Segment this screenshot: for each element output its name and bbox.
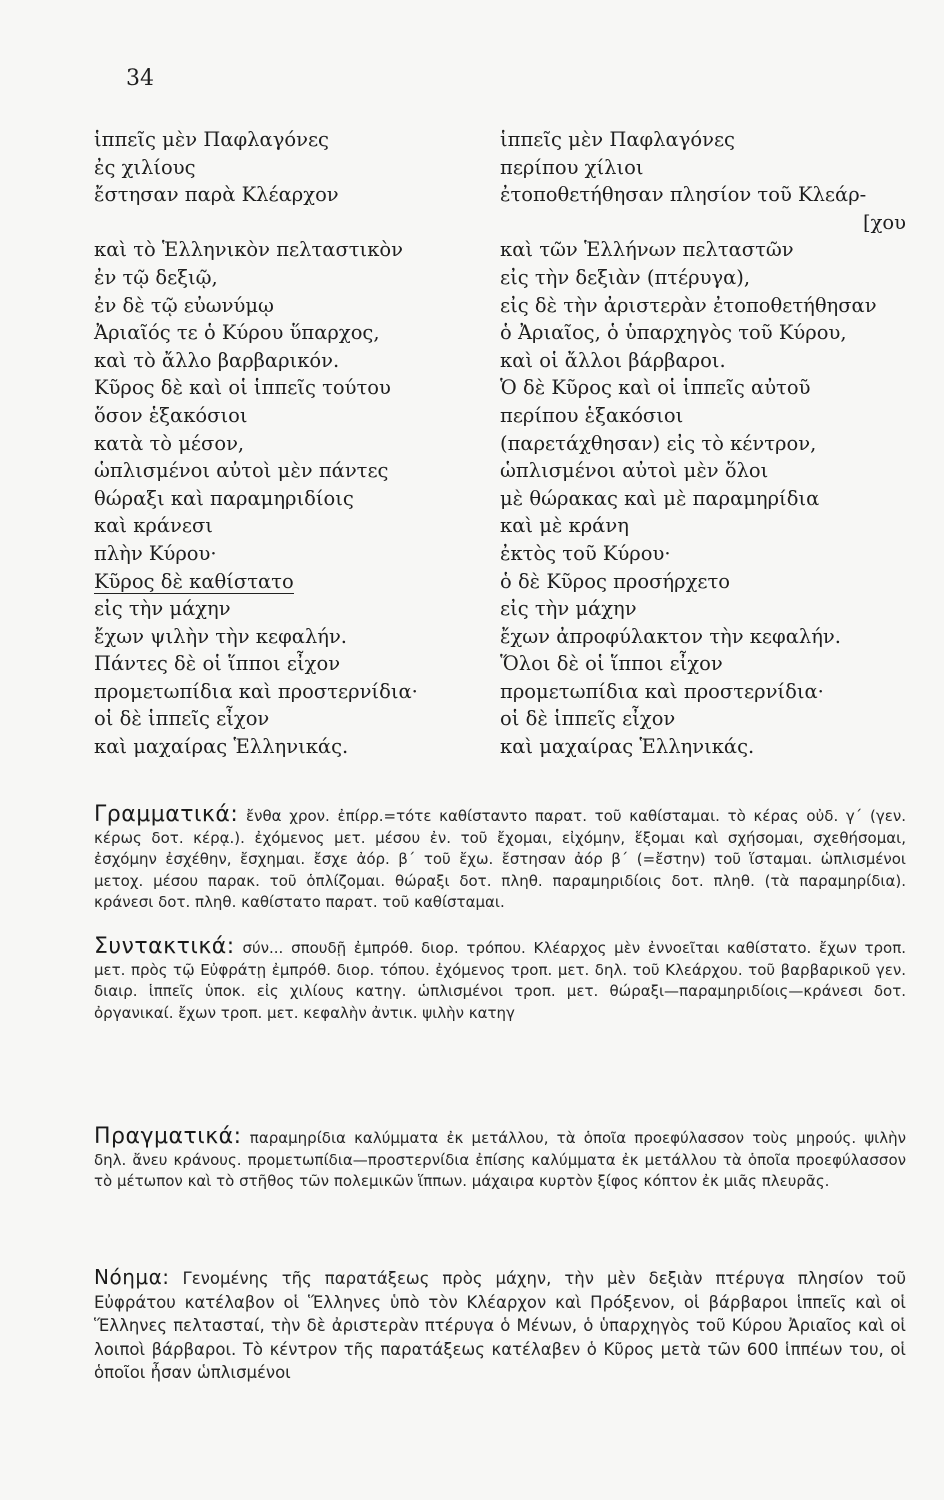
text-line: ἐκτὸς τοῦ Κύρου· xyxy=(500,541,671,565)
page-number: 34 xyxy=(126,66,154,91)
text-line: πλὴν Κύρου· xyxy=(94,541,217,565)
meaning-heading: Νόημα: xyxy=(94,1265,170,1289)
text-line: εἰς δὲ τὴν ἀριστερὰν ἐτοποθετήθησαν xyxy=(500,293,877,317)
text-line: Ὅλοι δὲ οἱ ἵπποι εἶχον xyxy=(500,652,723,676)
text-line: περίπου χίλιοι xyxy=(500,155,644,179)
text-line: εἰς τὴν δεξιὰν (πτέρυγα), xyxy=(500,265,751,289)
ancient-text-column xyxy=(94,126,418,761)
text-line: Ὁ δὲ Κῦρος καὶ οἱ ἱππεῖς αὐτοῦ xyxy=(500,376,811,400)
text-line: μὲ θώρακας καὶ μὲ παραμηρίδια xyxy=(500,486,820,510)
meaning-text: Γενομένης τῆς παρατάξεως πρὸς μάχην, τὴν μὲν δεξιὰν πτέρυγα πλησίον τοῦ Εὐφράτου κατέλαβον οἱ Ἕλληνες ὑπὸ τὸν Κλέαρχον καὶ Πρόξενον, οἱ βάρβαροι ἱππεῖς καὶ οἱ Ἕλληνες πελτασταί, τὴν δὲ ἀριστερὰν πτέρυγα ὁ Μένων, ὁ ὑπαρχηγὸς τοῦ Κύρου Ἀριαῖος καὶ οἱ λοιποὶ βάρβαροι. Τὸ κέντρον τῆς παρατάξεως κατέλαβεν ὁ Κῦρος μετὰ τῶν 600 ἱππέων του, οἱ ὁποῖοι ἦσαν ὡπλισμένοι xyxy=(94,1269,906,1382)
text-line: καὶ κράνεσι xyxy=(94,514,213,538)
grammar-notes xyxy=(94,804,906,914)
grammar-text: ἔνθα χρον. ἐπίρρ.=τότε καθίσταντο παρατ. τοῦ καθίσταμαι. τὸ κέρας οὐδ. γ΄ (γεν. κέρως δοτ. κέρᾳ.). ἐχόμενος μετ. μέσου ἐν. τοῦ ἔχομαι, εἰχόμην, ἕξομαι καὶ σχήσομαι, σχεθήσομαι, ἐσχόμην ἐσχέθην, ἔσχημαι. ἔσχε ἀόρ. β΄ τοῦ ἔχω. ἔστησαν ἀόρ β΄ (=ἔστην) τοῦ ἵσταμαι. ὡπλισμένοι μετοχ. μέσου παρακ. τοῦ ὁπλίζομαι. θώραξι δοτ. πληθ. παραμηριδίοις δοτ. πληθ. (τὰ παραμηρίδια). κράνεσι δοτ. πληθ. καθίστατο παρατ. τοῦ καθίσταμαι. xyxy=(94,807,906,911)
text-line: οἱ δὲ ἱππεῖς εἶχον xyxy=(94,707,270,731)
realia-text: παραμηρίδια καλύμματα ἐκ μετάλλου, τὰ ὁποῖα προεφύλασσον τοὺς μηρούς. ψιλὴν δηλ. ἄνευ κράνους. προμετωπίδια—προστερνίδια ἐπίσης καλύμματα ἐκ μετάλλου τὰ ὁποῖα προεφύλασσον τὸ μέτωπον καὶ τὸ στῆθος τῶν πολεμικῶν ἵππων. μάχαιρα κυρτὸν ξίφος κόπτον ἐκ μιᾶς πλευρᾶς. xyxy=(94,1129,906,1190)
text-line: προμετωπίδια καὶ προστερνίδια· xyxy=(500,679,824,703)
realia-heading: Πραγματικά: xyxy=(94,1124,242,1149)
text-line: ὡπλισμένοι αὐτοὶ μὲν ὅλοι xyxy=(500,459,769,483)
text-line: θώραξι καὶ παραμηριδίοις xyxy=(94,486,354,510)
text-line: καὶ οἱ ἄλλοι βάρβαροι. xyxy=(500,348,726,372)
text-line: καὶ μαχαίρας Ἑλληνικάς. xyxy=(500,735,755,759)
text-line: καὶ μὲ κράνη xyxy=(500,514,629,538)
text-line: εἰς τὴν μάχην xyxy=(94,597,231,621)
text-line: ἐς χιλίους xyxy=(94,155,196,179)
text-line: περίπου ἑξακόσιοι xyxy=(500,403,684,427)
text-line: ὁ δὲ Κῦρος προσήρχετο xyxy=(500,569,731,593)
text-line: Πάντες δὲ οἱ ἵπποι εἶχον xyxy=(94,652,341,676)
text-line: εἰς τὴν μάχην xyxy=(500,597,637,621)
text-line: Ἀριαῖός τε ὁ Κύρου ὕπαρχος, xyxy=(94,321,380,345)
text-line: (παρετάχθησαν) εἰς τὸ κέντρον, xyxy=(500,431,817,455)
text-line: ἱππεῖς μὲν Παφλαγόνες xyxy=(94,128,329,151)
text-line: κατὰ τὸ μέσον, xyxy=(94,431,245,455)
text-line: προμετωπίδια καὶ προστερνίδια· xyxy=(94,679,418,703)
text-line: καὶ μαχαίρας Ἑλληνικάς. xyxy=(94,735,349,759)
text-line: καὶ τῶν Ἑλλήνων πελταστῶν xyxy=(500,238,794,262)
text-line: ἐτοποθετήθησαν πλησίον τοῦ Κλεάρ- xyxy=(500,183,867,207)
text-line: ἔστησαν παρὰ Κλέαρχον xyxy=(94,183,339,207)
text-line: ἔχων ψιλὴν τὴν κεφαλήν. xyxy=(94,624,347,648)
text-line: ἐν τῷ δεξιῷ, xyxy=(94,265,218,289)
syntax-heading: Συντακτικά: xyxy=(94,934,235,959)
syntax-notes xyxy=(94,936,906,1024)
text-line: καὶ τὸ Ἑλληνικὸν πελταστικὸν xyxy=(94,238,403,262)
text-line: ὡπλισμένοι αὐτοὶ μὲν πάντες xyxy=(94,459,389,483)
realia-notes xyxy=(94,1126,906,1193)
text-line-underlined xyxy=(94,568,418,596)
text-line: Κῦρος δὲ καὶ οἱ ἱππεῖς τούτου xyxy=(94,376,391,400)
text-line: καὶ τὸ ἄλλο βαρβαρικόν. xyxy=(94,348,340,372)
text-line: ὅσον ἑξακόσιοι xyxy=(94,403,248,427)
text-line-continuation: [χου xyxy=(862,210,906,234)
underlined-text: Κῦρος δὲ καθίστατο xyxy=(94,569,294,593)
text-line: ἱππεῖς μὲν Παφλαγόνες xyxy=(500,128,735,151)
translation-column xyxy=(500,126,906,761)
text-line: οἱ δὲ ἱππεῖς εἶχον xyxy=(500,707,676,731)
text-line xyxy=(94,209,418,237)
text-line: ὁ Ἀριαῖος, ὁ ὑπαρχηγὸς τοῦ Κύρου, xyxy=(500,321,847,345)
meaning-paragraph xyxy=(94,1266,906,1385)
text-line: ἐν δὲ τῷ εὐωνύμῳ xyxy=(94,293,274,317)
text-line: ἔχων ἀπροφύλακτον τὴν κεφαλήν. xyxy=(500,624,841,648)
grammar-heading: Γραμματικά: xyxy=(94,802,239,827)
syntax-text: σύν... σπουδῇ ἐμπρόθ. διορ. τρόπου. Κλέαρχος μὲν ἐννοεῖται καθίστατο. ἔχων τροπ. μετ. πρὸς τῷ Εὐφράτῃ ἐμπρόθ. διορ. τόπου. ἐχόμενος τροπ. μετ. δηλ. τοῦ Κλεάρχου. τοῦ βαρβαρικοῦ γεν. διαιρ. ἱππεῖς ὑποκ. εἰς χιλίους κατηγ. ὡπλισμένοι τροπ. μετ. θώραξι—παραμηριδίοις—κράνεσι δοτ. ὀργανικαί. ἔχων τροπ. μετ. κεφαλὴν ἀντικ. ψιλὴν κατηγ xyxy=(94,939,906,1022)
